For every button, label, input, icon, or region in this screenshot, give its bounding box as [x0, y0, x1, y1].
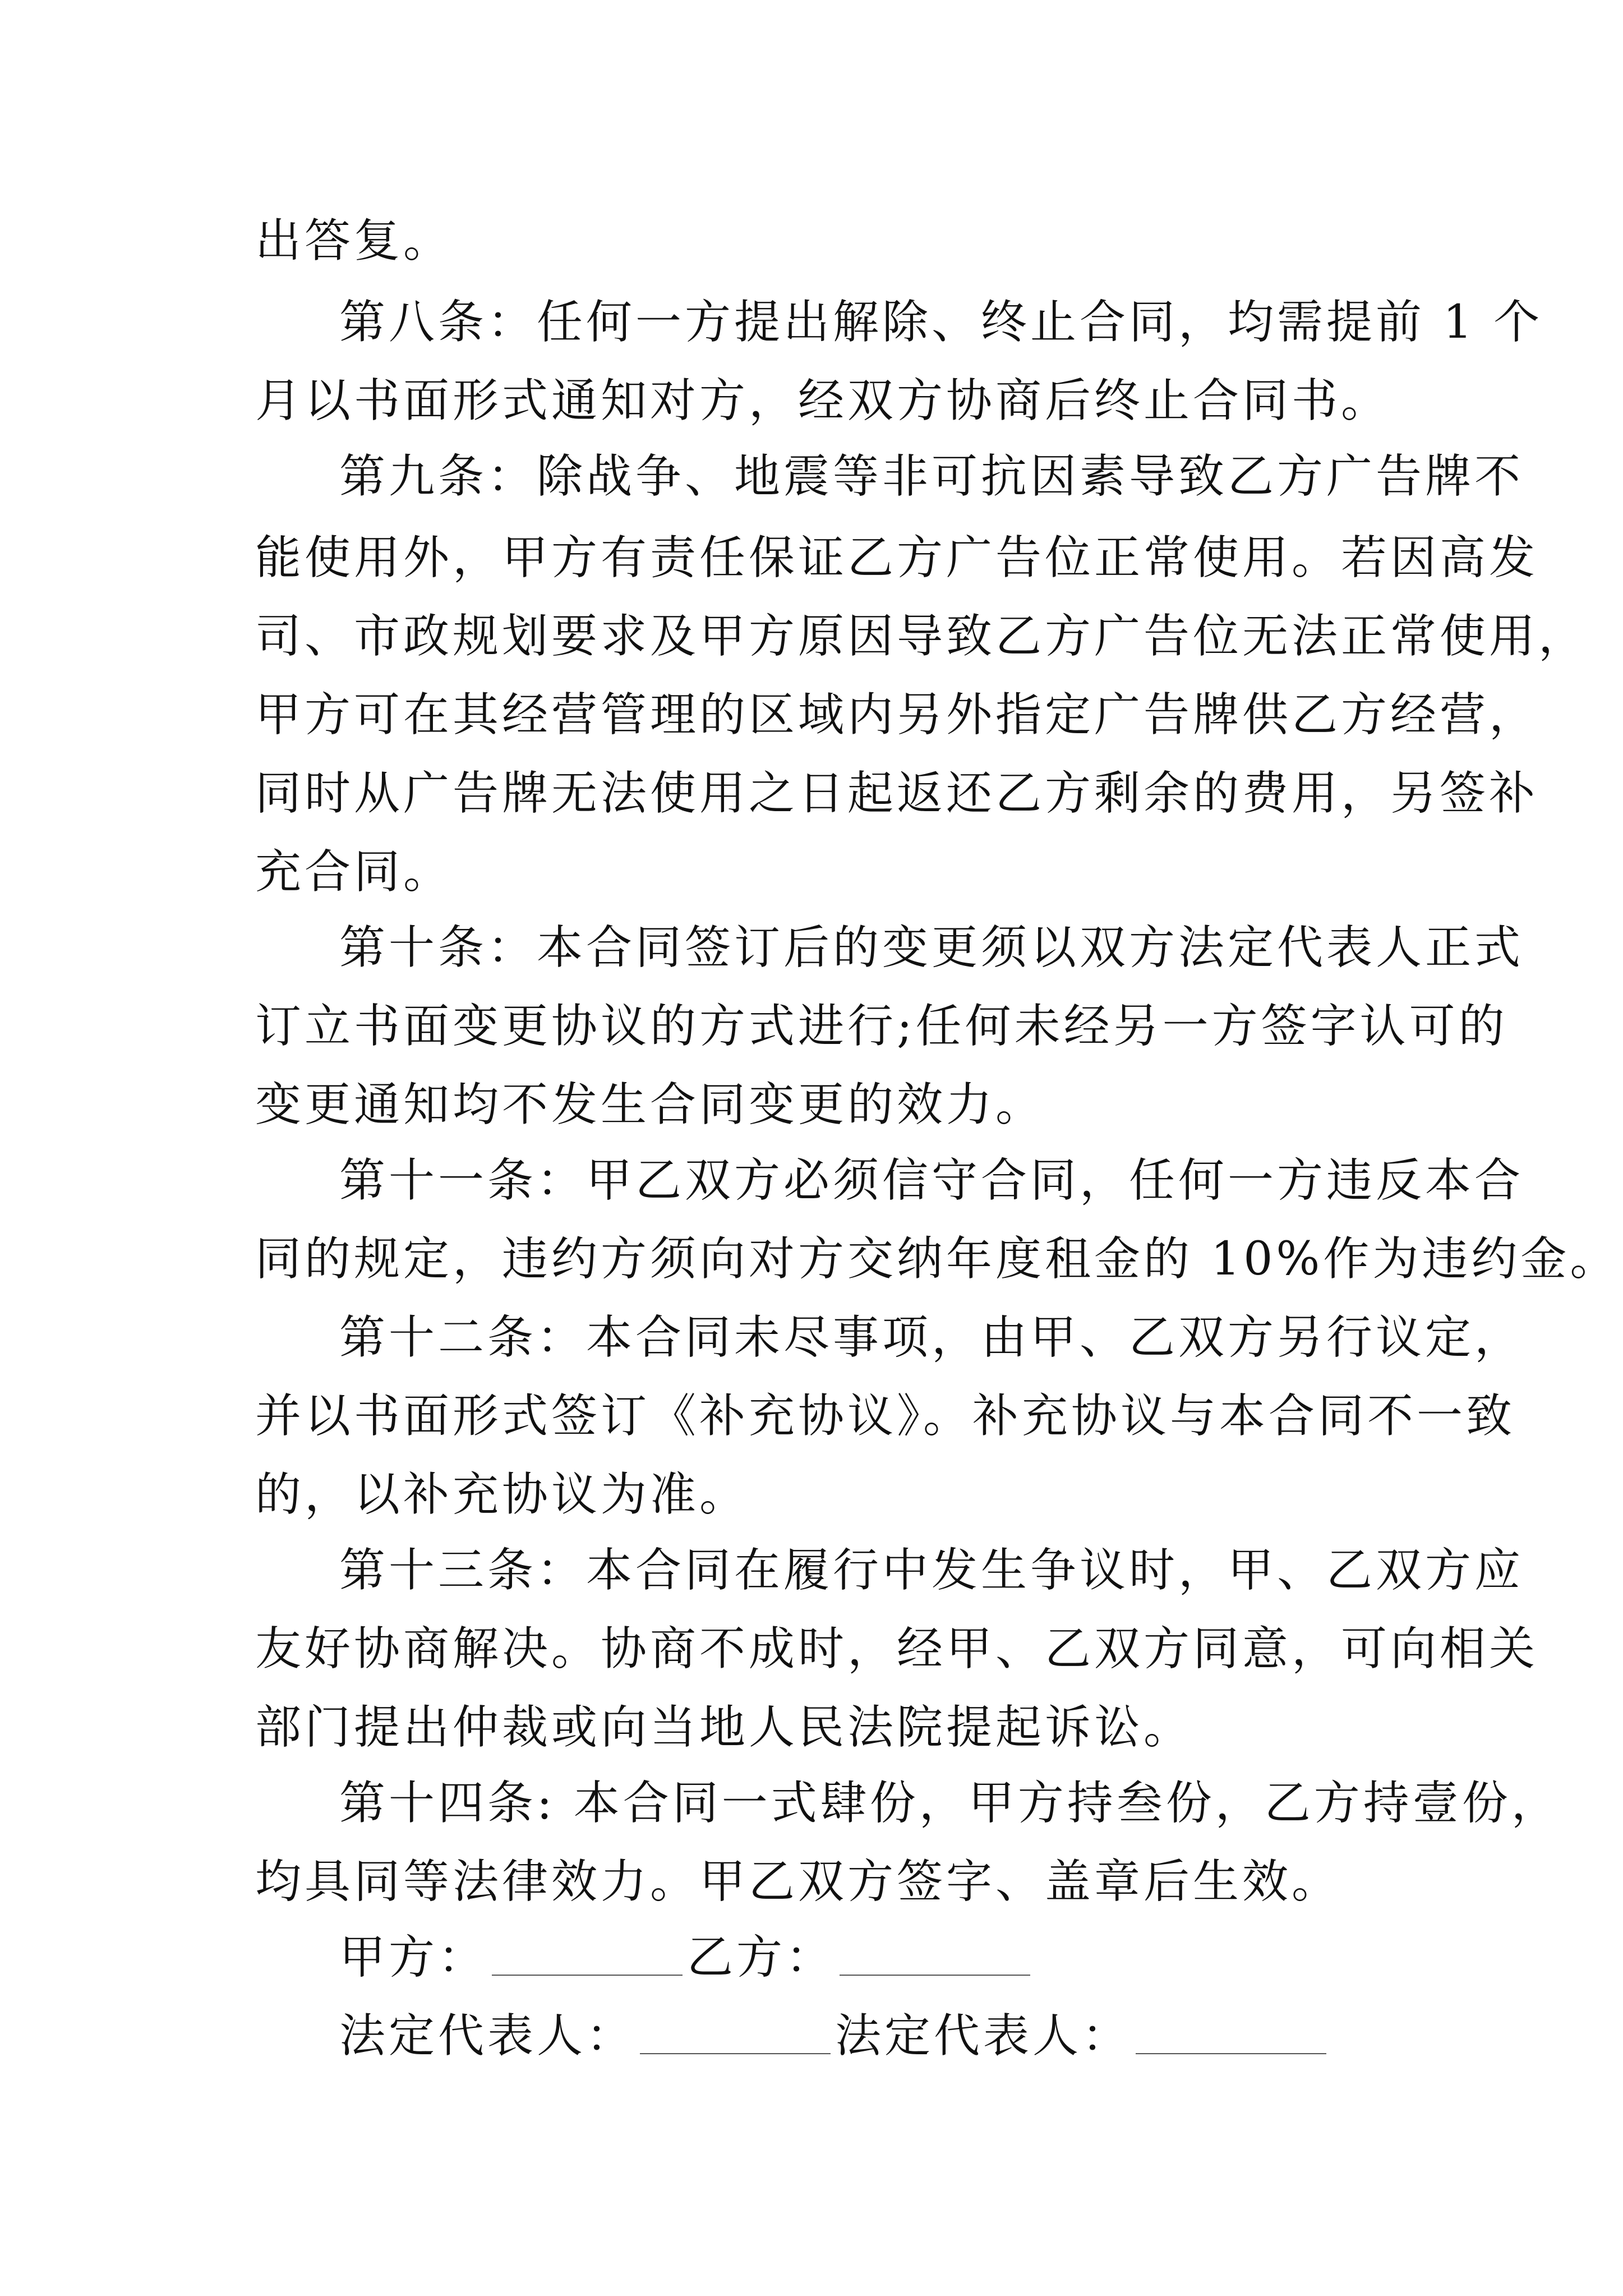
- representative-signature-row: [339, 2008, 1331, 2064]
- rep-b-blank: [1136, 2053, 1326, 2054]
- article-13-line-2: 友好协商解决。协商不成时，经甲、乙双方同意，可向相关: [255, 1622, 1539, 1676]
- article-9-line-6: 充合同。: [255, 845, 453, 899]
- article-9-line-2: 能使用外，甲方有责任保证乙方广告位正常使用。若因高发: [255, 531, 1539, 585]
- rep-b-label: 法定代表人：: [835, 2009, 1132, 2063]
- article-10-line-3: 变更通知均不发生合同变更的效力。: [255, 1078, 1045, 1131]
- party-b-blank: [840, 1975, 1030, 1976]
- article-13-line-1: 第十三条：本合同在履行中发生争议时，甲、乙双方应: [339, 1544, 1524, 1597]
- article-8-line-1: 第八条：任何一方提出解除、终止合同，均需提前 1 个: [339, 296, 1543, 349]
- article-11-line-1: 第十一条：甲乙双方必须信守合同，任何一方违反本合: [339, 1154, 1524, 1207]
- text-line: 出答复。: [255, 214, 453, 268]
- article-8-line-2: 月以书面形式通知对方，经双方协商后终止合同书。: [255, 374, 1391, 427]
- article-12-line-3: 的，以补充协议为准。: [255, 1468, 749, 1521]
- article-13-line-3: 部门提出仲裁或向当地人民法院提起诉讼。: [255, 1701, 1193, 1754]
- article-14-line-2: 均具同等法律效力。甲乙双方签字、盖章后生效。: [255, 1855, 1341, 1908]
- party-b-label: 乙方：: [687, 1931, 836, 1984]
- article-12-line-2: 并以书面形式签订《补充协议》。补充协议与本合同不一致: [255, 1389, 1516, 1443]
- rep-a-blank: [640, 2053, 831, 2054]
- article-9-line-3: 司、市政规划要求及甲方原因导致乙方广告位无法正常使用，: [255, 610, 1588, 663]
- article-9-line-5: 同时从广告牌无法使用之日起返还乙方剩余的费用，另签补: [255, 767, 1539, 820]
- rep-a-label: 法定代表人：: [339, 2009, 636, 2063]
- article-9-line-4: 甲方可在其经营管理的区域内另外指定广告牌供乙方经营，: [255, 688, 1539, 742]
- article-11-line-2: 同的规定，违约方须向对方交纳年度租金的 10%作为违约金。: [255, 1232, 1620, 1286]
- article-9-line-1: 第九条：除战争、地震等非可抗因素导致乙方广告牌不: [339, 450, 1524, 503]
- article-10-line-1: 第十条：本合同签订后的变更须以双方法定代表人正式: [339, 921, 1524, 974]
- party-a-blank: [492, 1975, 683, 1976]
- article-12-line-1: 第十二条：本合同未尽事项，由甲、乙双方另行议定，: [339, 1311, 1524, 1364]
- article-14-line-1: 第十四条: 本合同一式肆份，甲方持叁份，乙方持壹份，: [339, 1777, 1561, 1830]
- party-a-label: 甲方：: [339, 1931, 488, 1984]
- party-signature-row: [339, 1930, 1035, 1986]
- article-10-line-2: 订立书面变更协议的方式进行;任何未经另一方签字认可的: [255, 1000, 1508, 1053]
